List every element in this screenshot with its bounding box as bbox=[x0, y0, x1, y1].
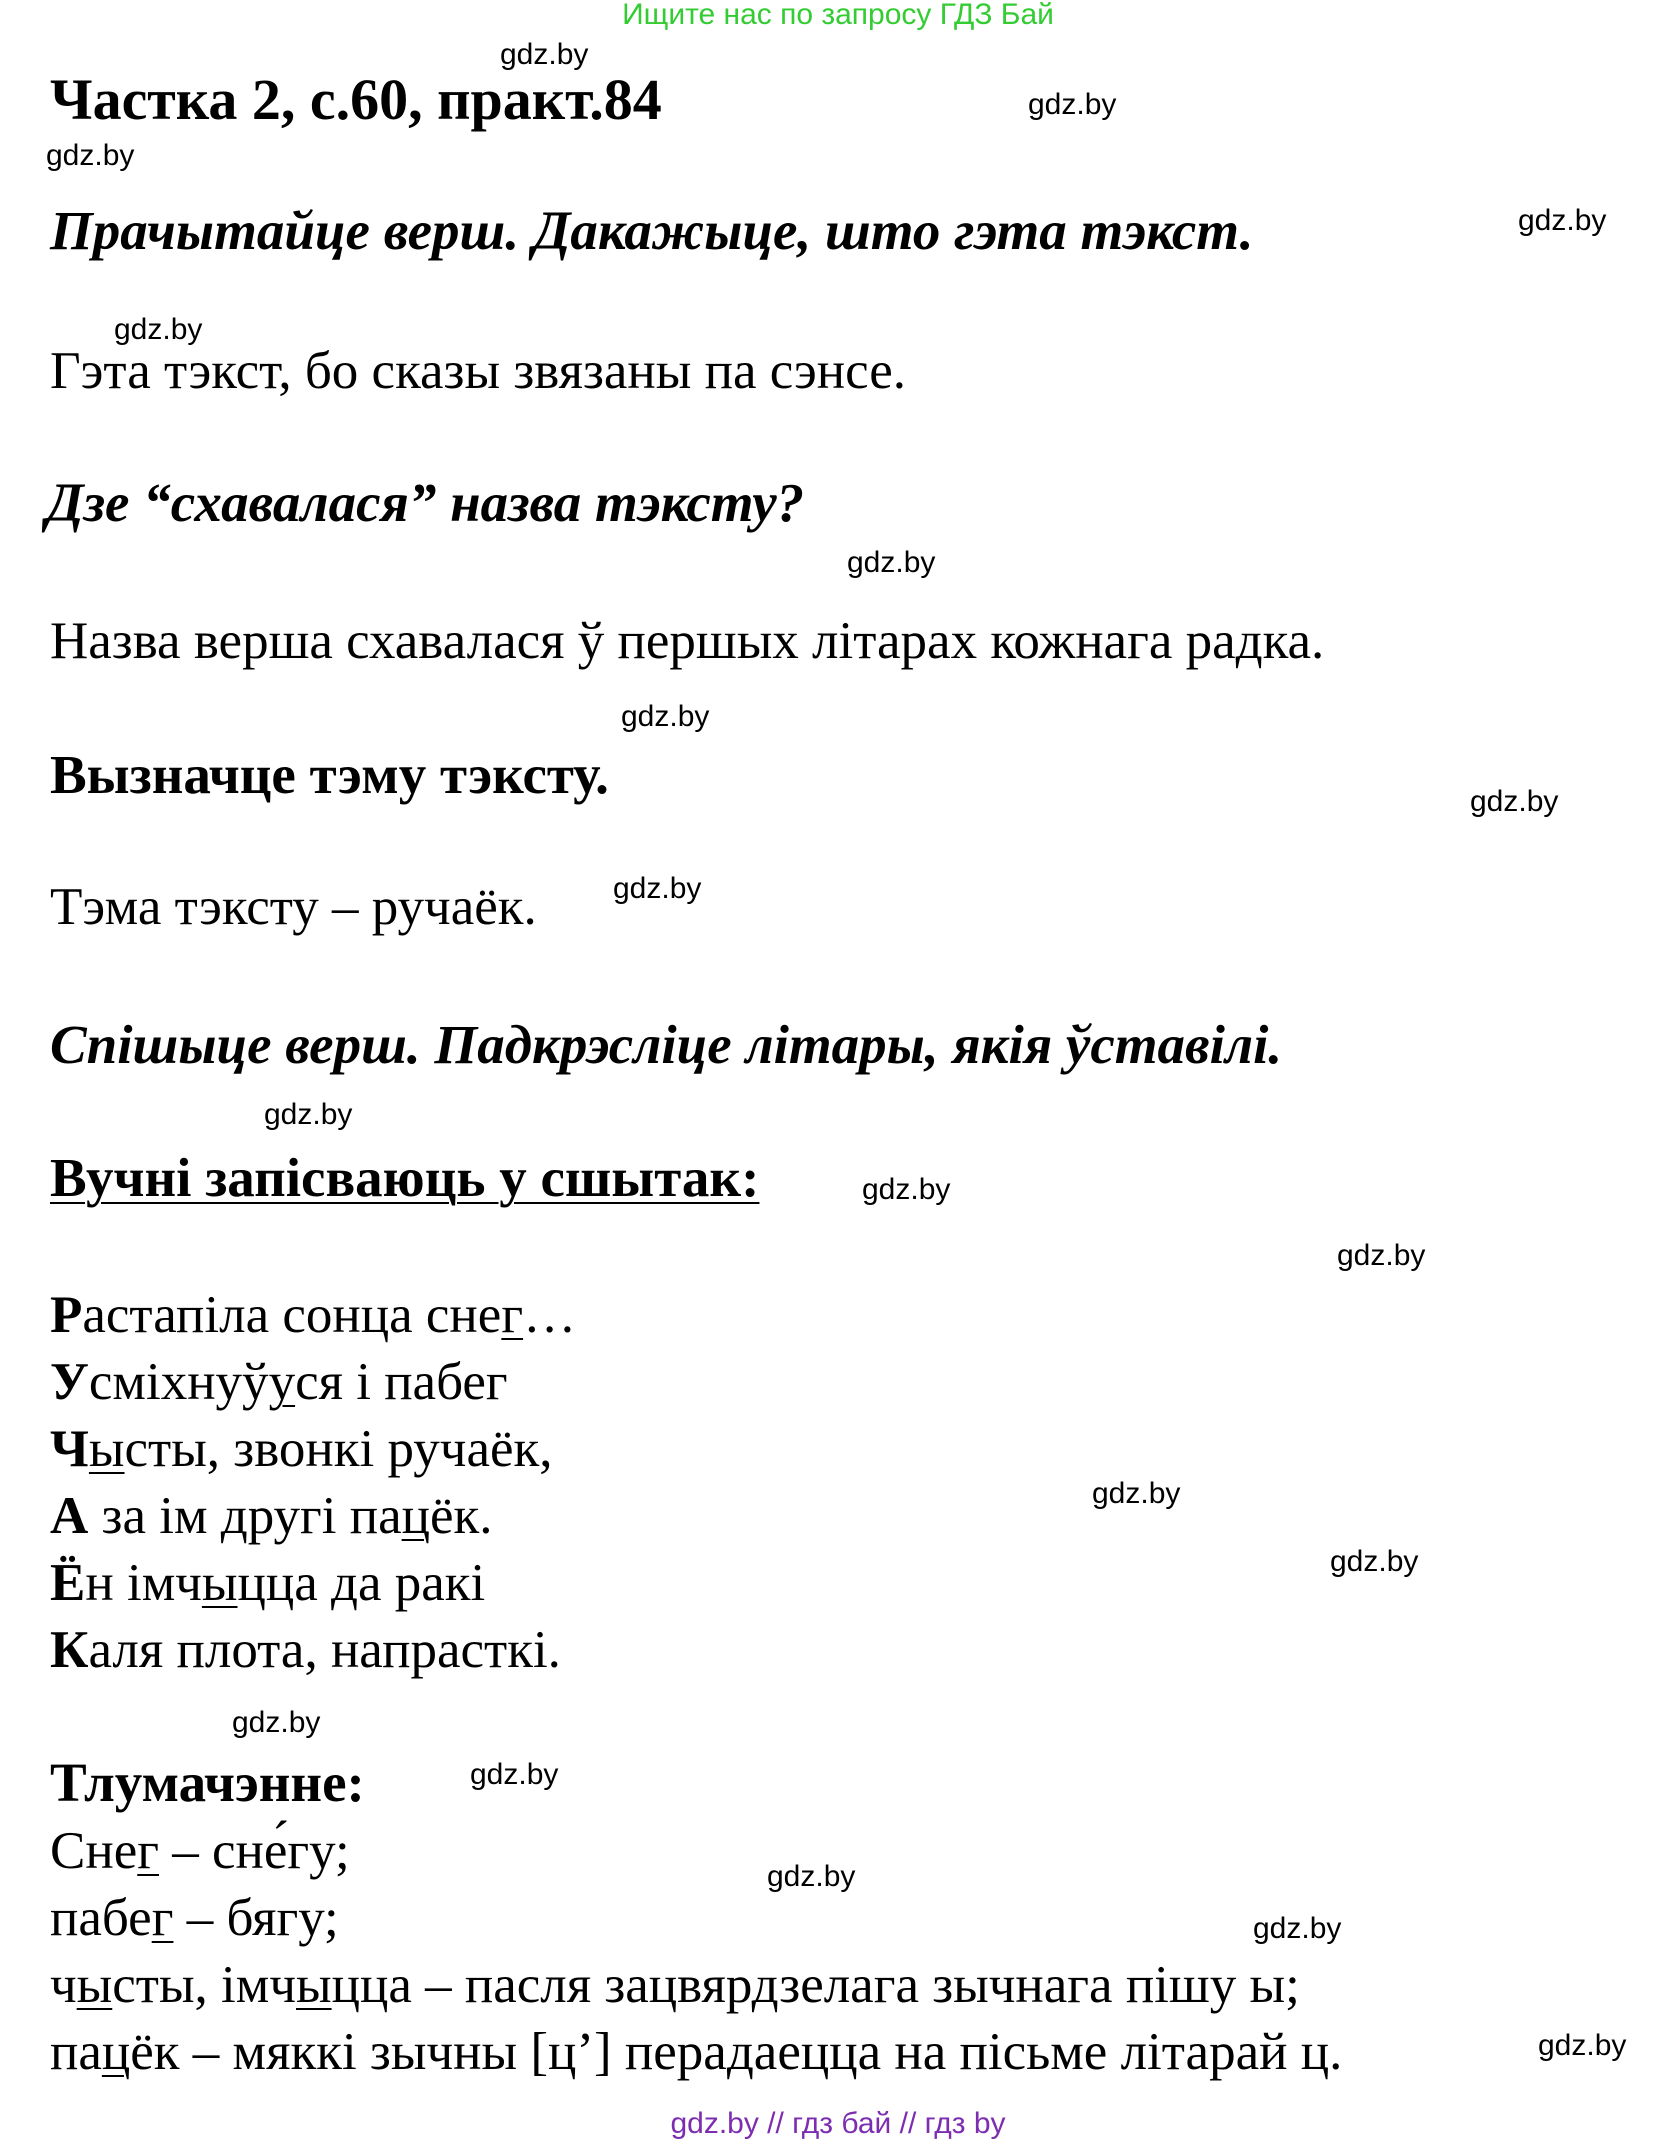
explanations bbox=[50, 1818, 1342, 2086]
watermark: gdz.by bbox=[1337, 1239, 1426, 1272]
question-4: Спішыце верш. Падкрэсліце літары, якія ўставілі. bbox=[50, 1014, 1283, 1075]
watermark: gdz.by bbox=[1253, 1912, 1342, 1945]
poem-line: Каля плота, напрасткі. bbox=[50, 1621, 561, 1679]
header-search-link[interactable]: Ищите нас по запросу ГДЗ Бай bbox=[622, 0, 1054, 31]
watermark: gdz.by bbox=[767, 1860, 856, 1893]
watermark: gdz.by bbox=[500, 38, 589, 71]
poem-line: Усміхнуўуся і пабег bbox=[50, 1353, 508, 1411]
poem-line: А за ім другі пацёк. bbox=[50, 1487, 493, 1545]
watermark: gdz.by bbox=[621, 700, 710, 733]
watermark: gdz.by bbox=[1470, 785, 1559, 818]
question-3: Вызначце тэму тэксту. bbox=[50, 744, 609, 805]
explanation-line: Снег – сне́гу; bbox=[50, 1822, 350, 1880]
answer-1: Гэта тэкст, бо сказы звязаны па сэнсе. bbox=[50, 342, 907, 400]
question-1: Прачытайце верш. Дакажыце, што гэта тэкст. bbox=[50, 200, 1254, 261]
explanation-heading: Тлумачэнне: bbox=[50, 1752, 365, 1813]
watermark: gdz.by bbox=[232, 1706, 321, 1739]
watermark: gdz.by bbox=[862, 1173, 951, 1206]
watermark: gdz.by bbox=[264, 1098, 353, 1131]
watermark: gdz.by bbox=[1518, 204, 1607, 237]
watermark: gdz.by bbox=[1092, 1477, 1181, 1510]
watermark: gdz.by bbox=[114, 313, 203, 346]
notebook-heading: Вучні запісваюць у сшытак: bbox=[50, 1147, 760, 1208]
watermark: gdz.by bbox=[470, 1758, 559, 1791]
explanation-line: пацёк – мяккі зычны [ц’] перадаецца на пісьме літарай ц. bbox=[50, 2023, 1343, 2081]
answer-3: Тэма тэксту – ручаёк. bbox=[50, 878, 537, 936]
explanation-line: чысты, імчыцца – пасля зацвярдзелага зычнага пішу ы; bbox=[50, 1956, 1300, 2014]
question-2: Дзе “схавалася” назва тэксту? bbox=[46, 472, 805, 533]
poem-line: Чысты, звонкі ручаёк, bbox=[50, 1420, 553, 1478]
explanation-line: пабег – бягу; bbox=[50, 1889, 339, 1947]
page-title: Частка 2, с.60, практ.84 bbox=[50, 67, 662, 132]
watermark: gdz.by bbox=[1330, 1545, 1419, 1578]
poem-line: Ён імчыцца да ракі bbox=[50, 1554, 486, 1612]
poem bbox=[50, 1282, 576, 1684]
watermark: gdz.by bbox=[847, 546, 936, 579]
poem-line: Растапіла сонца снег… bbox=[50, 1286, 577, 1344]
watermark: gdz.by bbox=[1028, 88, 1117, 121]
watermark: gdz.by bbox=[1538, 2029, 1627, 2062]
watermark: gdz.by bbox=[613, 872, 702, 905]
answer-2: Назва верша схавалася ў першых літарах кожнага радка. bbox=[50, 612, 1325, 670]
footer-links[interactable]: gdz.by // гдз бай // гдз by bbox=[670, 2107, 1006, 2140]
watermark: gdz.by bbox=[46, 139, 135, 172]
